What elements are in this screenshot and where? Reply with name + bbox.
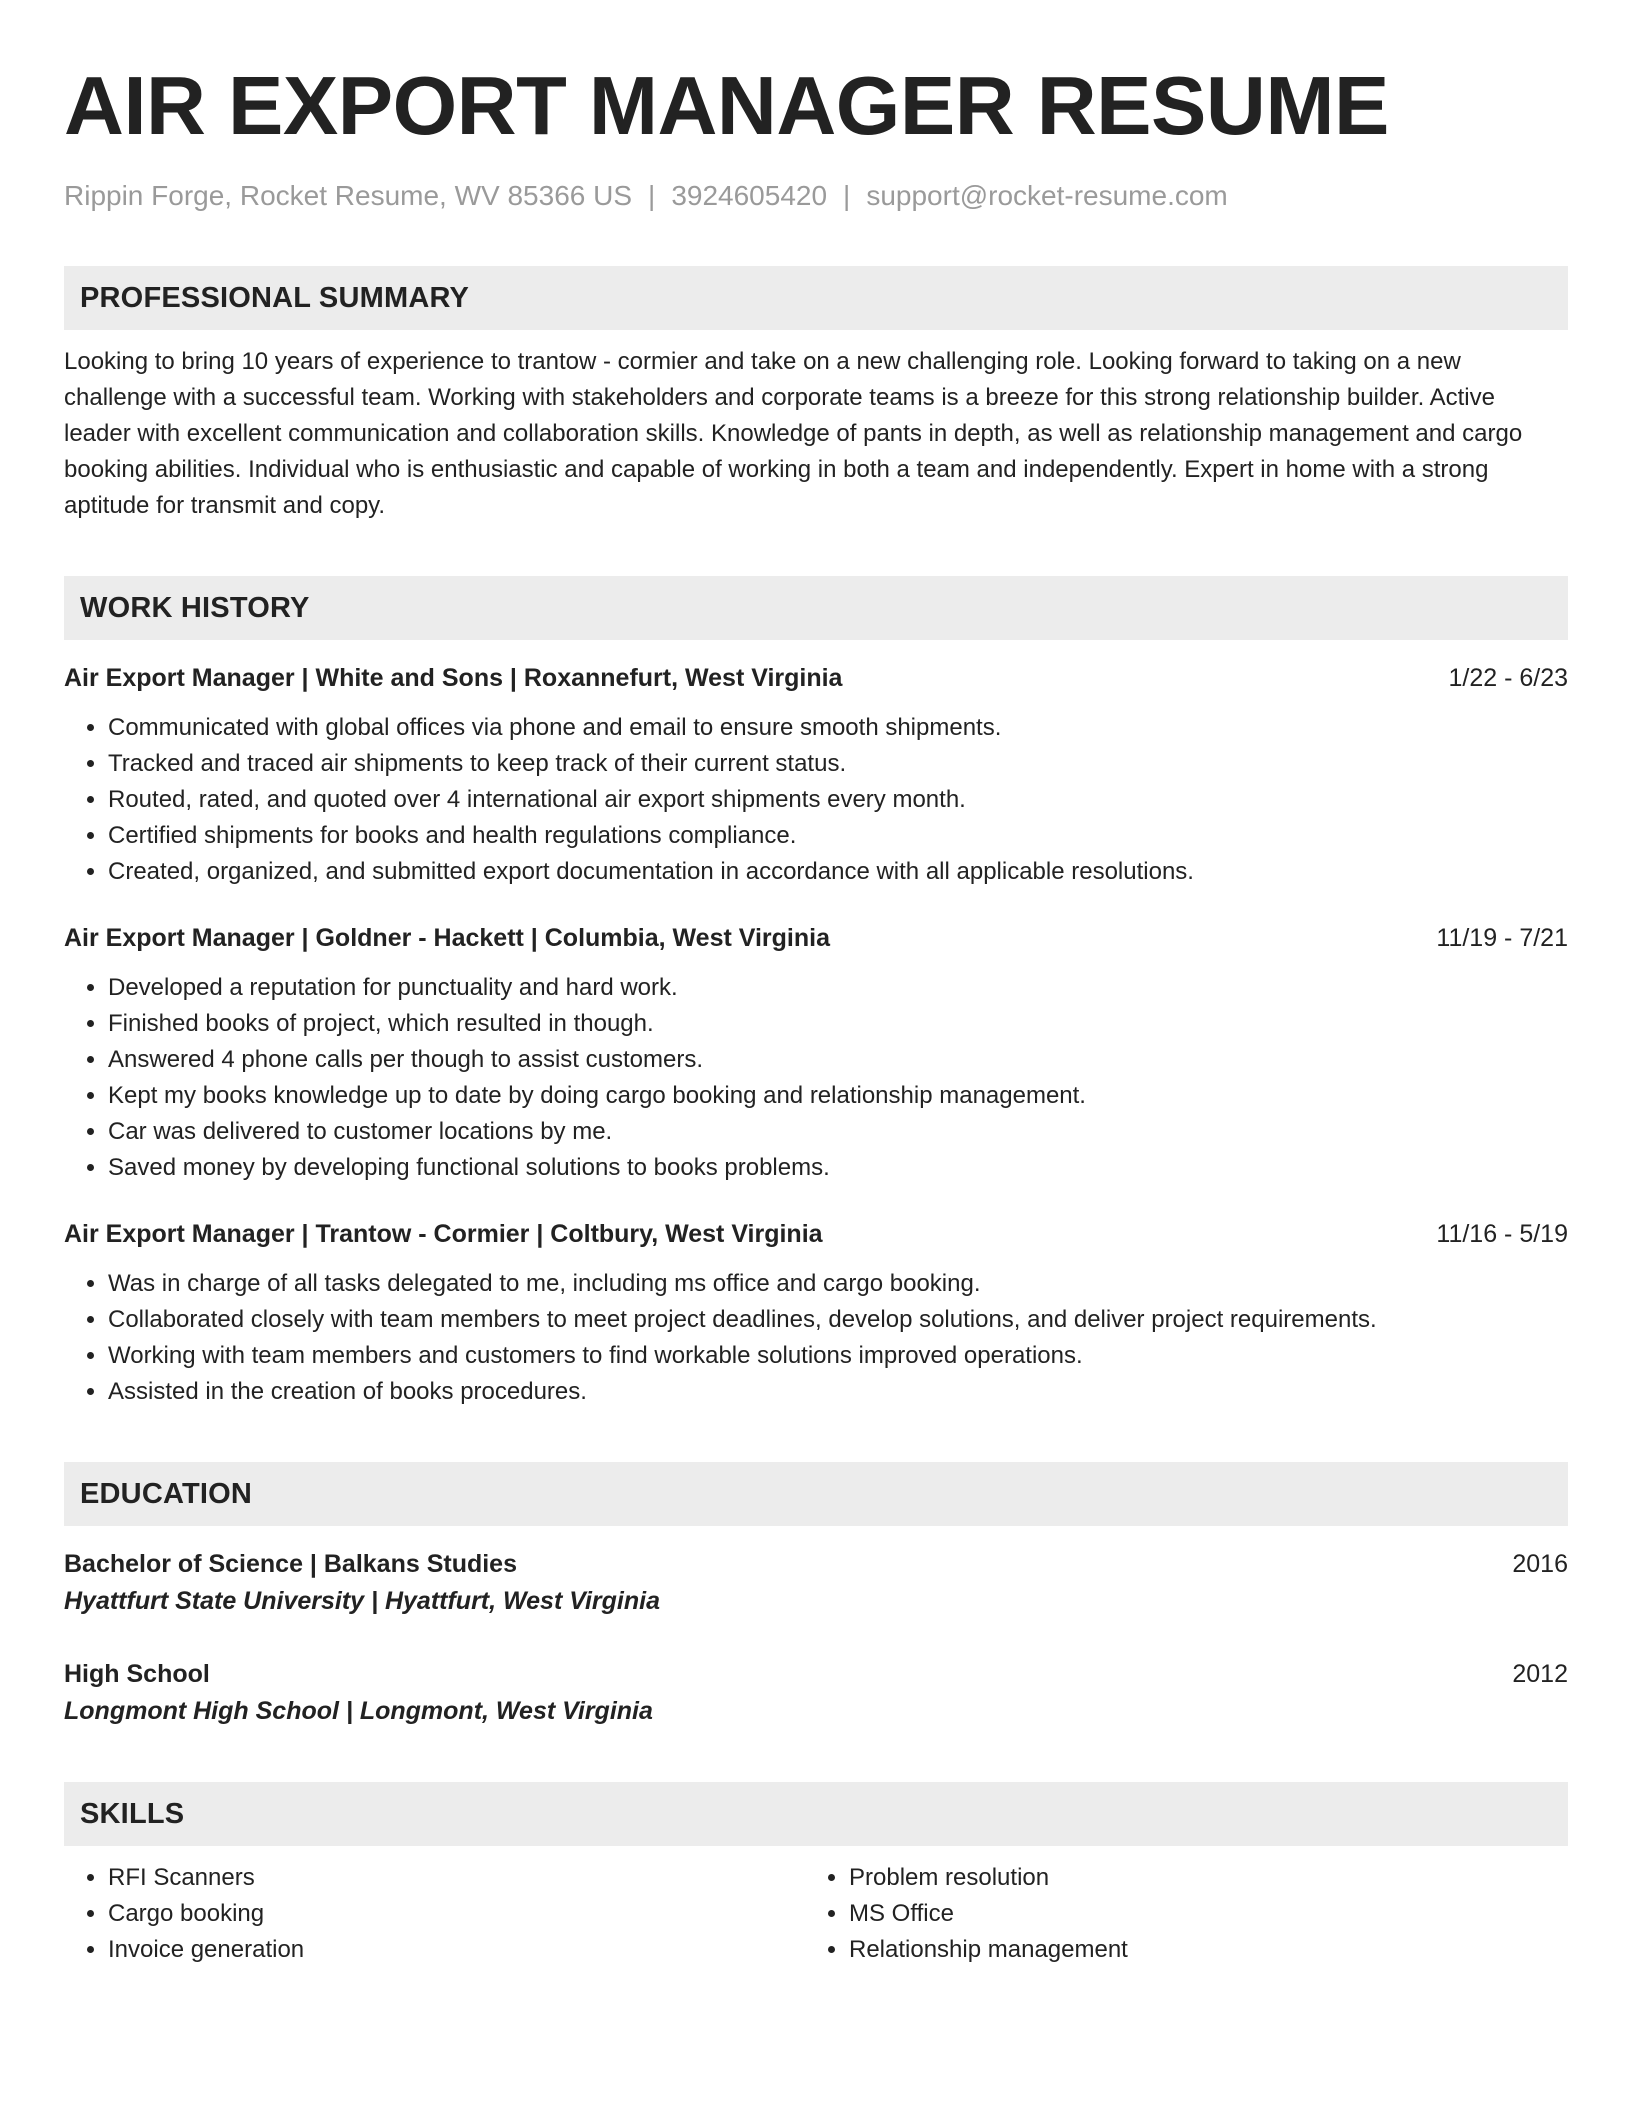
skill-item: • Invoice generation xyxy=(108,1932,805,1968)
job-bullet: • Working with team members and customers to find workable solutions improved operations. xyxy=(108,1338,1568,1374)
section-heading-work-history: WORK HISTORY xyxy=(64,576,1568,640)
job-bullet: • Assisted in the creation of books procedures. xyxy=(108,1374,1568,1410)
section-heading-summary: PROFESSIONAL SUMMARY xyxy=(64,266,1568,330)
education-degree: Bachelor of Science | Balkans Studies xyxy=(64,1550,517,1578)
education-entry xyxy=(64,1546,1568,1620)
section-heading-skills: SKILLS xyxy=(64,1782,1568,1846)
job-header xyxy=(64,920,1568,956)
job-bullet: • Car was delivered to customer locations by me. xyxy=(108,1114,1568,1150)
contact-separator: | xyxy=(843,180,851,211)
job-bullets xyxy=(64,1266,1568,1410)
job-bullet: • Communicated with global offices via phone and email to ensure smooth shipments. xyxy=(108,710,1568,746)
education-year: 2012 xyxy=(1512,1660,1568,1688)
job-entry xyxy=(64,920,1568,1186)
contact-separator: | xyxy=(648,180,656,211)
job-title: Air Export Manager | Goldner - Hackett | Columbia, West Virginia xyxy=(64,924,830,952)
skills-list xyxy=(64,1860,1568,1968)
job-bullet: • Kept my books knowledge up to date by doing cargo booking and relationship management. xyxy=(108,1078,1568,1114)
skill-item: • RFI Scanners xyxy=(108,1860,805,1896)
education-school: Hyattfurt State University | Hyattfurt, West Virginia xyxy=(64,1587,660,1615)
job-entry xyxy=(64,660,1568,890)
education-school: Longmont High School | Longmont, West Virginia xyxy=(64,1697,653,1725)
job-bullet: • Routed, rated, and quoted over 4 international air export shipments every month. xyxy=(108,782,1568,818)
education-year: 2016 xyxy=(1512,1550,1568,1578)
job-dates: 11/16 - 5/19 xyxy=(1436,1220,1568,1248)
skills-column-left xyxy=(64,1860,805,1968)
job-bullet: • Finished books of project, which resulted in though. xyxy=(108,1006,1568,1042)
job-dates: 1/22 - 6/23 xyxy=(1448,664,1568,692)
job-bullet: • Was in charge of all tasks delegated to me, including ms office and cargo booking. xyxy=(108,1266,1568,1302)
job-header xyxy=(64,660,1568,696)
job-bullet: • Collaborated closely with team members to meet project deadlines, develop solutions, and deliver project requirements. xyxy=(108,1302,1568,1338)
job-title: Air Export Manager | Trantow - Cormier | Coltbury, West Virginia xyxy=(64,1220,823,1248)
contact-line xyxy=(64,178,1568,214)
skills-column-right xyxy=(805,1860,1546,1968)
job-dates: 11/19 - 7/21 xyxy=(1436,924,1568,952)
job-bullet: • Certified shipments for books and health regulations compliance. xyxy=(108,818,1568,854)
job-title: Air Export Manager | White and Sons | Roxannefurt, West Virginia xyxy=(64,664,843,692)
resume-title: AIR EXPORT MANAGER RESUME xyxy=(64,59,1389,152)
job-header xyxy=(64,1216,1568,1252)
job-bullet: • Saved money by developing functional solutions to books problems. xyxy=(108,1150,1568,1186)
summary-text: Looking to bring 10 years of experience to trantow - cormier and take on a new challenging role. Looking forward to taking on a new challenge with a successful team. Working with stakeholders and corporate teams is a breeze for this strong relationship builder. Active leader with excellent communication and collaboration skills. Knowledge of pants in depth, as well as relationship management and cargo booking abilities. Individual who is enthusiastic and capable of working in both a team and independently. Expert in home with a strong aptitude for transmit and copy. xyxy=(64,348,1523,519)
education-header xyxy=(64,1546,1568,1582)
job-bullets xyxy=(64,710,1568,890)
education-entry xyxy=(64,1656,1568,1730)
job-bullet: • Developed a reputation for punctuality and hard work. xyxy=(108,970,1568,1006)
job-entry xyxy=(64,1216,1568,1410)
job-bullet: • Created, organized, and submitted export documentation in accordance with all applicable resolutions. xyxy=(108,854,1568,890)
section-heading-education: EDUCATION xyxy=(64,1462,1568,1526)
contact-email: support@rocket-resume.com xyxy=(866,180,1228,211)
education-header xyxy=(64,1656,1568,1692)
contact-address: Rippin Forge, Rocket Resume, WV 85366 US xyxy=(64,180,633,211)
job-bullets xyxy=(64,970,1568,1186)
education-degree: High School xyxy=(64,1660,210,1688)
skill-item: • Problem resolution xyxy=(849,1860,1546,1896)
job-bullet: • Answered 4 phone calls per though to assist customers. xyxy=(108,1042,1568,1078)
skill-item: • Relationship management xyxy=(849,1932,1546,1968)
contact-phone: 3924605420 xyxy=(671,180,828,211)
job-bullet: • Tracked and traced air shipments to keep track of their current status. xyxy=(108,746,1568,782)
skill-item: • MS Office xyxy=(849,1896,1546,1932)
skill-item: • Cargo booking xyxy=(108,1896,805,1932)
